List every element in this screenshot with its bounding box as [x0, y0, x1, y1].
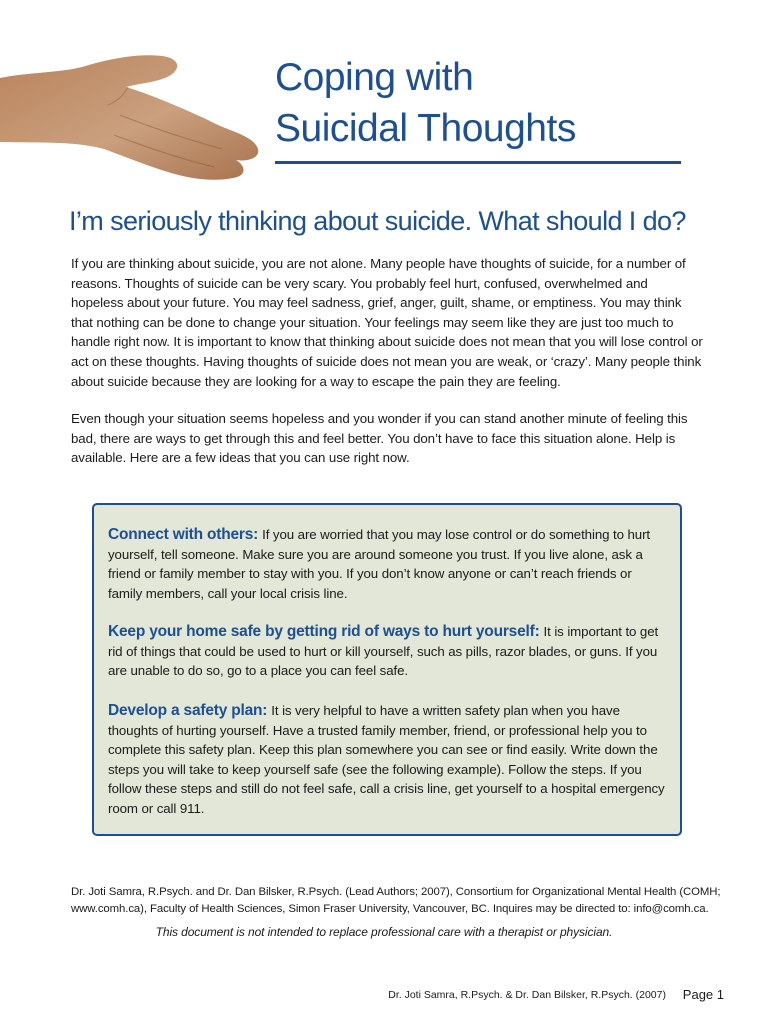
- hand-illustration: [0, 45, 262, 185]
- author-credits: Dr. Joti Samra, R.Psych. and Dr. Dan Bilsker, R.Psych. (Lead Authors; 2007), Consortium for Organizational Mental Health (COMH; www.comh.ca), Faculty of Health Sciences, Simon Fraser University, Vancouver, BC. Inquires may be directed to: info@comh.ca.: [71, 886, 721, 915]
- tip-keep-home-safe: [108, 622, 668, 681]
- title-line-1: Coping with: [275, 56, 474, 99]
- tip-text: It is important to get rid of things that could be used to hurt or kill yourself, such as pills, razor blades, or guns. If you are unable to do so, go to a place you can feel safe.: [108, 624, 659, 679]
- title-divider: [275, 161, 681, 164]
- tip-heading: Keep your home safe by getting rid of ways to hurt yourself:: [108, 623, 540, 640]
- intro-paragraph-2: Even though your situation seems hopeless and you wonder if you can stand another minute of feeling this bad, there are ways to get through this and feel better. You don’t have to face this situation alone. Help is available. Here are a few ideas that you can use right now.: [71, 411, 688, 466]
- tip-connect-with-others: [108, 525, 668, 603]
- intro-paragraph-1: If you are thinking about suicide, you are not alone. Many people have thoughts of suicide, for a number of reasons. Thoughts of suicide can be very scary. You probably feel hurt, confused, overwhelmed and hopeless about your future. You may feel sadness, grief, anger, guilt, shame, or emptiness. You may think that nothing can be done to change your situation. Your feelings may seem like they are just too much to handle right now. It is important to know that thinking about suicide does not mean that you will lose control or act on these thoughts. Having thoughts of suicide does not mean you are weak, or ‘crazy’. Many people think about suicide because they are looking for a way to escape the pain they are feeling.: [71, 256, 703, 389]
- title-line-2: Suicidal Thoughts: [275, 107, 576, 150]
- tip-text: It is very helpful to have a written safety plan when you have thoughts of hurting yourself. Have a trusted family member, friend, or professional help you to complete this safety plan. Keep this plan somewhere you can see or find easily. Write down the steps you will take to keep yourself safe (see the following example). Follow the steps. If you follow these steps and still do not feel safe, call a crisis line, get yourself to a hospital emergency room or call 911.: [108, 703, 665, 816]
- section-heading: I’m seriously thinking about suicide. What should I do?: [69, 206, 686, 236]
- tip-heading: Connect with others:: [108, 526, 259, 543]
- footer-credit: Dr. Joti Samra, R.Psych. & Dr. Dan Bilsker, R.Psych. (2007): [388, 989, 666, 1001]
- tip-text: If you are worried that you may lose control or do something to hurt yourself, tell someone. Make sure you are around someone you trust. If you live alone, ask a friend or family member to stay with you. If you don’t know anyone or can’t reach friends or family members, call your local crisis line.: [108, 527, 651, 601]
- document-title: [275, 52, 695, 154]
- tip-heading: Develop a safety plan:: [108, 702, 268, 719]
- tip-safety-plan: [108, 701, 668, 819]
- disclaimer: This document is not intended to replace professional care with a therapist or physician.: [155, 925, 613, 939]
- page-number: Page 1: [682, 987, 724, 1002]
- tips-box: [92, 503, 682, 836]
